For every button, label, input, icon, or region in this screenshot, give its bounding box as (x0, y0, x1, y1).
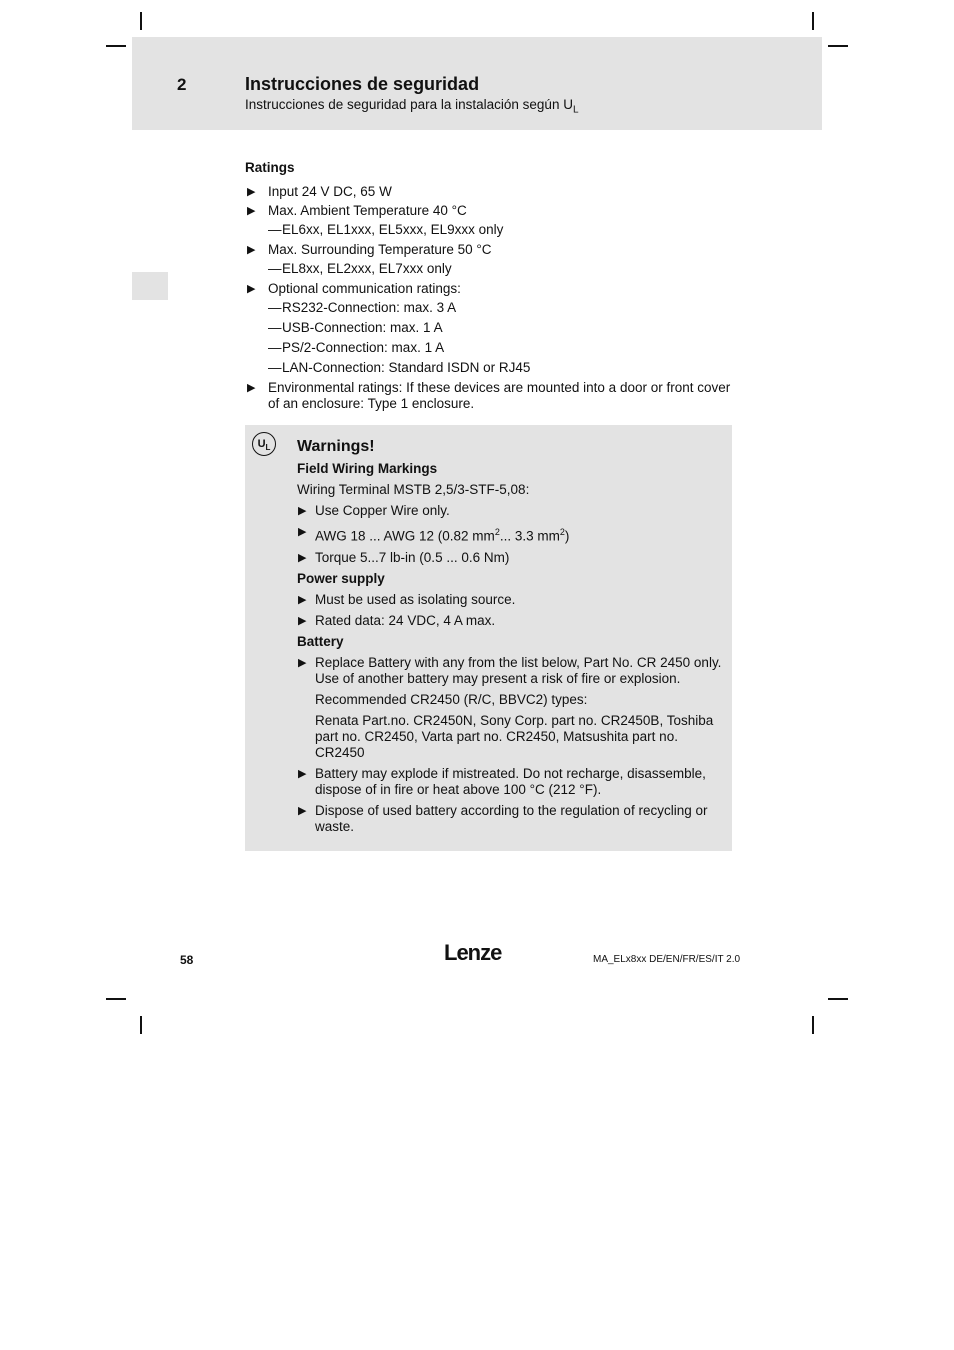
list-item: ▶ Optional communication ratings: (247, 281, 461, 296)
sub-list-item: — USB-Connection: max. 1 A (268, 320, 443, 335)
dash-icon: — (268, 320, 282, 335)
sub-list-item: — LAN-Connection: Standard ISDN or RJ45 (268, 360, 531, 375)
arrow-icon: ▶ (247, 186, 256, 198)
field-wiring-title: Field Wiring Markings (297, 461, 438, 476)
arrow-icon: ▶ (298, 804, 307, 817)
chapter-number: 2 (177, 75, 187, 94)
list-item: ▶ Environmental ratings: If these devices are mounted into a door or front cover of an enclosure: Type 1 enclosure. (247, 380, 731, 411)
sub-list-item: — EL6xx, EL1xxx, EL5xxx, EL9xxx only (268, 222, 504, 237)
list-item: ▶ Dispose of used battery according to the regulation of recycling or waste. (298, 802, 708, 834)
sub-list-item: — RS232-Connection: max. 3 A (268, 300, 457, 315)
arrow-icon: ▶ (247, 205, 256, 217)
list-item: ▶ Battery may explode if mistreated. Do not recharge, disassemble, dispose of in fire or heat above 100 °C (212 °F). (298, 765, 706, 797)
dash-icon: — (268, 360, 282, 375)
battery-title: Battery (297, 633, 344, 649)
list-item: ▶ Max. Ambient Temperature 40 °C (247, 203, 467, 218)
dash-icon: — (268, 340, 282, 355)
list-item: ▶ Must be used as isolating source. (298, 591, 516, 607)
arrow-icon: ▶ (298, 656, 307, 669)
ratings-title: Ratings (245, 160, 295, 175)
arrow-icon: ▶ (247, 382, 256, 394)
power-supply-title: Power supply (297, 570, 385, 586)
sub-list-item: — EL8xx, EL2xxx, EL7xxx only (268, 261, 452, 276)
recommended-text: Recommended CR2450 (R/C, BBVC2) types: (315, 691, 588, 707)
crop-mark (828, 45, 848, 47)
warnings-content (297, 439, 727, 840)
dash-icon: — (268, 300, 282, 315)
arrow-icon: ▶ (298, 551, 307, 564)
side-tab (132, 272, 168, 300)
document-reference: MA_ELx8xx DE/EN/FR/ES/IT 2.0 (593, 954, 741, 965)
crop-mark (106, 998, 126, 1000)
crop-mark (828, 998, 848, 1000)
ul-logo-icon: $U_L$ (252, 432, 276, 456)
sub-list-item: — PS/2-Connection: max. 1 A (268, 340, 445, 355)
arrow-icon: ▶ (298, 593, 307, 606)
list-item: ▶ Replace Battery with any from the list below, Part No. CR 2450 only. Use of another battery may present a risk of fire or explosion. (298, 654, 722, 686)
arrow-icon: ▶ (298, 767, 307, 780)
list-item: ▶ Max. Surrounding Temperature 50 °C (247, 242, 492, 257)
terminal-text: Wiring Terminal MSTB 2,5/3-STF-5,08: (297, 482, 530, 497)
chapter-subtitle: Instrucciones de seguridad para la instalación según $U_L$ (245, 97, 579, 116)
ratings-section (245, 160, 735, 415)
warnings-title: Warnings! (297, 438, 375, 455)
list-item: ▶ Use Copper Wire only. (298, 503, 450, 518)
dash-icon: — (268, 261, 282, 276)
arrow-icon: ▶ (247, 244, 256, 256)
crop-mark (812, 12, 814, 30)
arrow-icon: ▶ (298, 614, 307, 627)
arrow-icon: ▶ (298, 505, 307, 517)
battery-types-text: Renata Part.no. CR2450N, Sony Corp. part no. CR2450B, Toshiba part no. CR2450, Varta part no. CR2450, Matsushita part no. CR2450 (315, 712, 714, 760)
lenze-logo: Lenze (444, 940, 502, 965)
arrow-icon: ▶ (247, 283, 256, 295)
crop-mark (140, 1016, 142, 1034)
arrow-icon: ▶ (298, 526, 307, 538)
page-number: 58 (180, 953, 194, 967)
crop-mark (106, 45, 126, 47)
list-item: ▶ Rated data: 24 VDC, 4 A max. (298, 612, 496, 628)
chapter-title: Instrucciones de seguridad (245, 74, 480, 94)
crop-mark (140, 12, 142, 30)
crop-mark (812, 1016, 814, 1034)
list-item: ▶ Torque 5...7 lb-in (0.5 ... 0.6 Nm) (298, 549, 510, 565)
list-item: ▶ Input 24 V DC, 65 W (247, 184, 392, 199)
list-item: ▶ AWG 18 ... AWG 12 (0.82 $mm^2$... 3.3 $mm^2$) (298, 526, 570, 544)
dash-icon: — (268, 222, 282, 237)
